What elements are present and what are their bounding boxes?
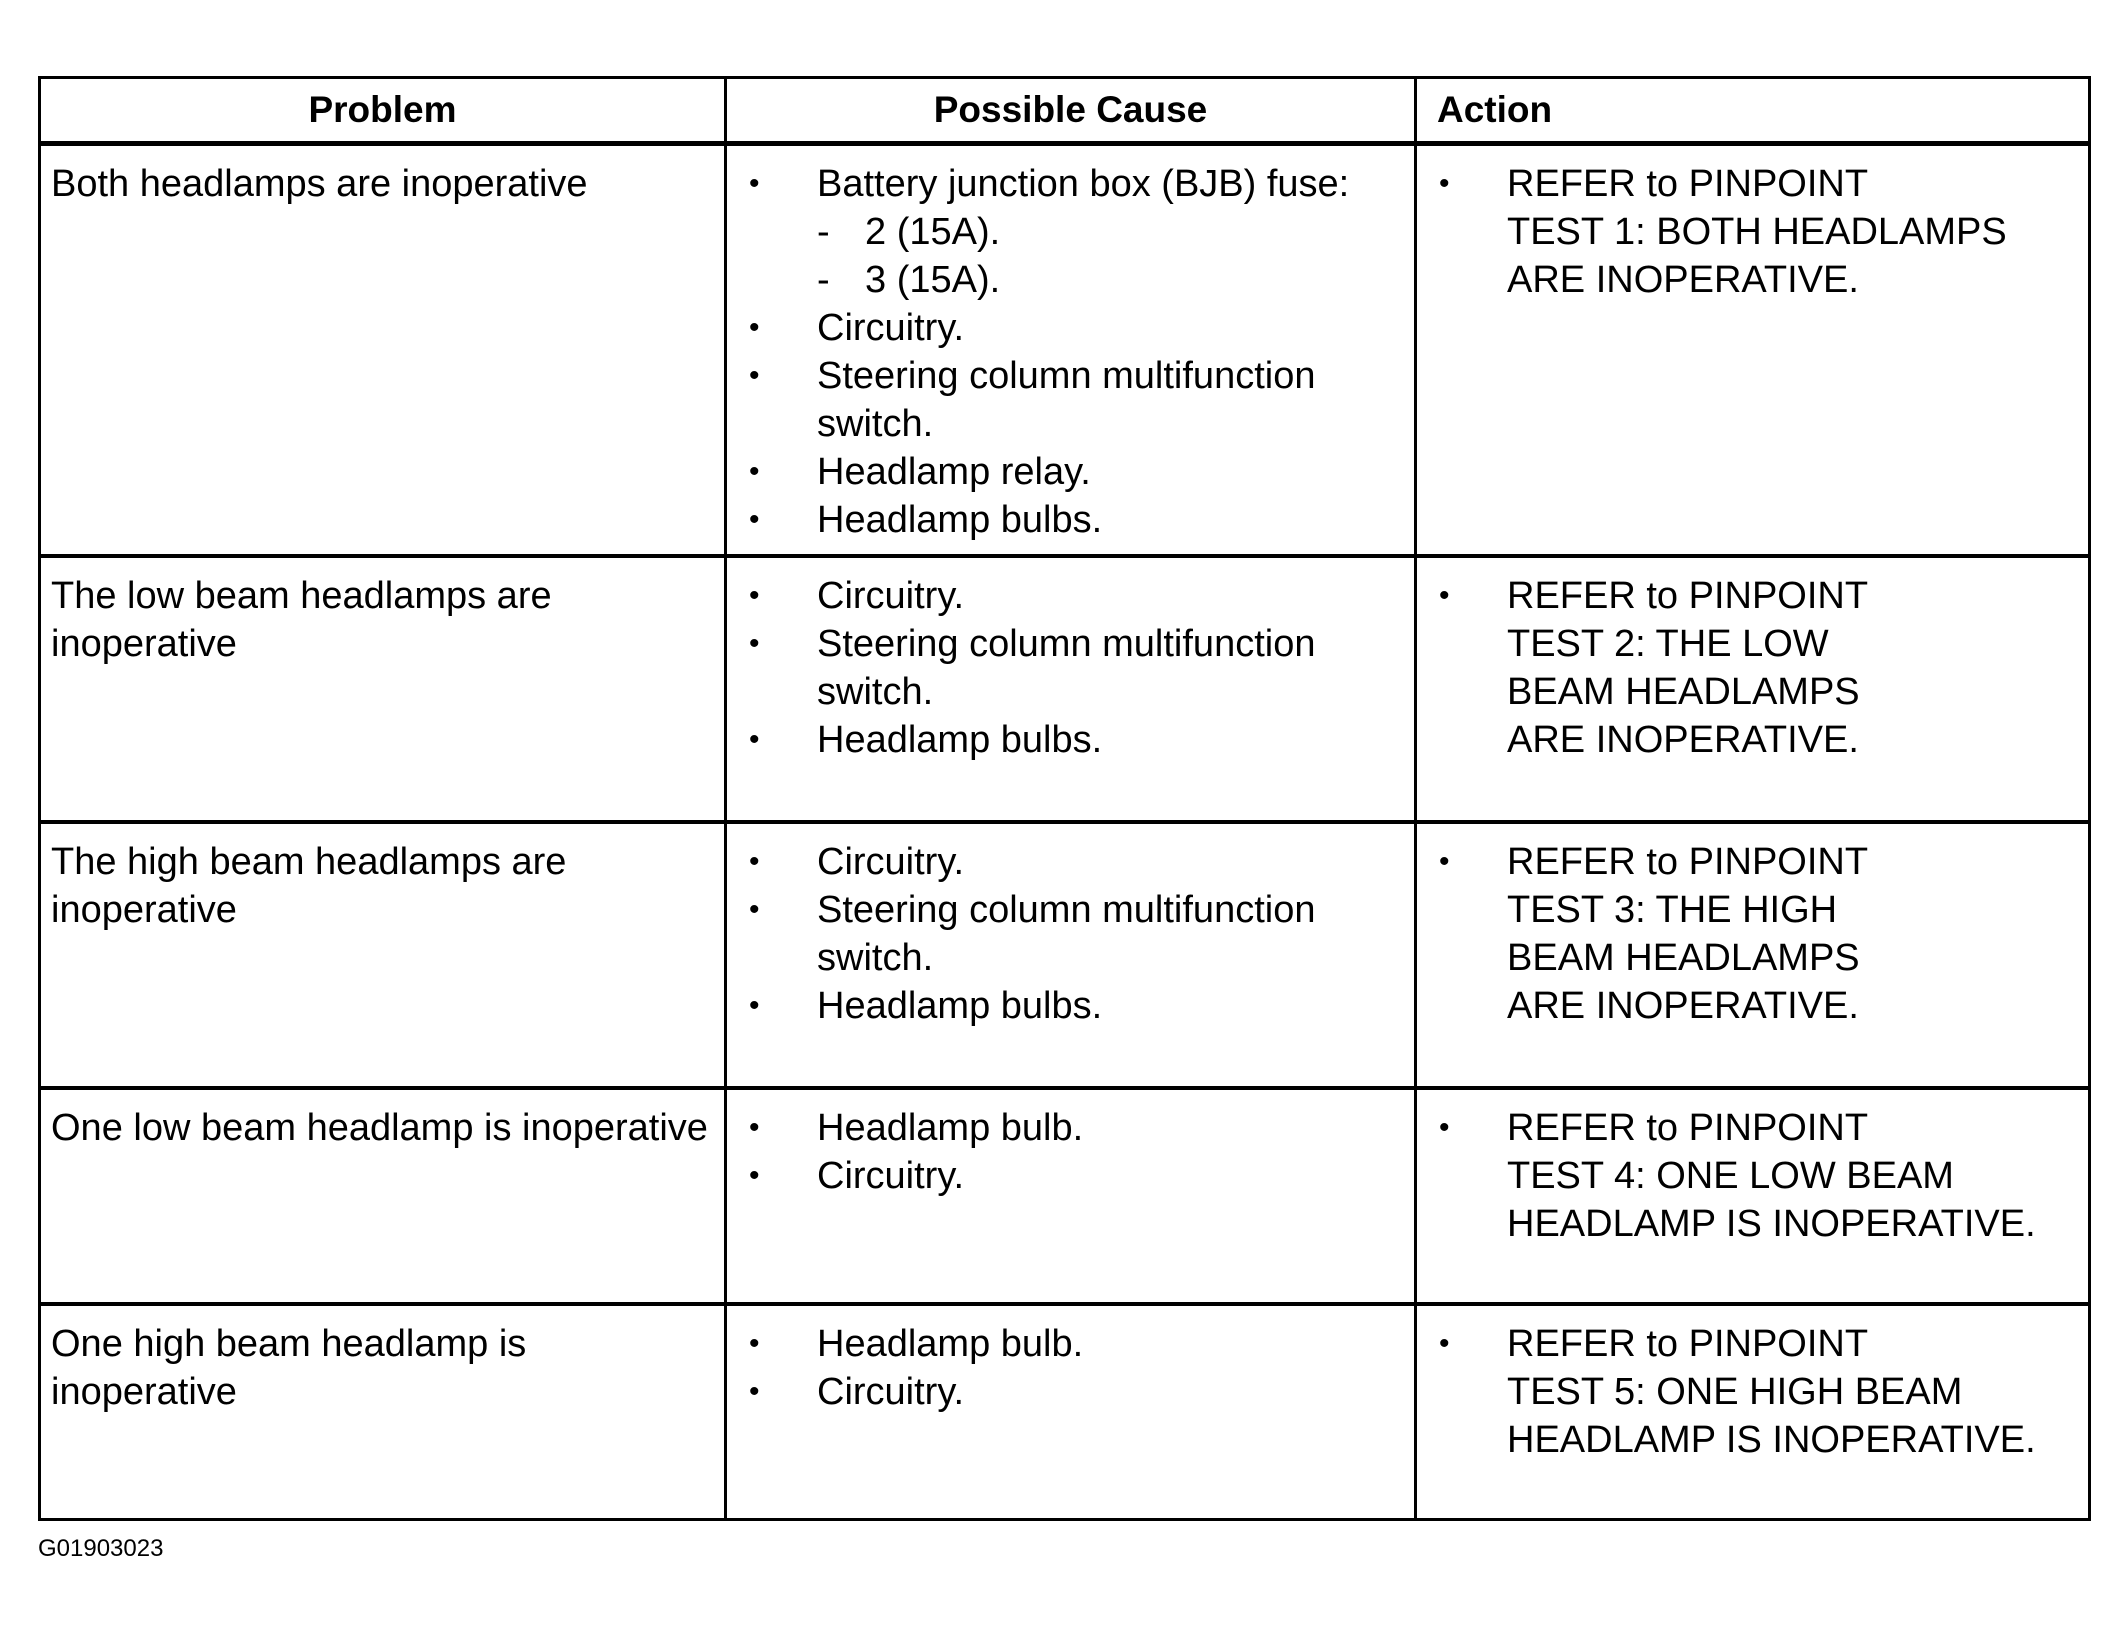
cause-text: Headlamp bulb. (817, 1107, 1084, 1149)
list-item (727, 620, 1400, 716)
bullet-icon: • (749, 455, 760, 488)
cause-text: Headlamp bulbs. (817, 499, 1103, 541)
list-item (727, 1152, 1400, 1200)
list-item (727, 1104, 1400, 1152)
problem-text: Both headlamps are inoperative (51, 163, 588, 205)
action-list (1417, 1306, 2088, 1464)
bullet-icon: • (749, 1159, 760, 1192)
problem-cell (40, 144, 726, 557)
bullet-icon: • (749, 1375, 760, 1408)
cause-text: Headlamp bulbs. (817, 719, 1103, 761)
table-row (40, 822, 2090, 1088)
cause-text: Circuitry. (817, 841, 965, 883)
problem-text: The high beam headlamps are inoperative (51, 841, 567, 931)
action-list (1417, 146, 2088, 304)
problem-cell (40, 1088, 726, 1304)
bullet-icon: • (1439, 845, 1450, 878)
bullet-icon: • (749, 359, 760, 392)
action-cell (1416, 144, 2090, 557)
cause-text: Steering column multifunction switch. (817, 623, 1316, 713)
bullet-icon: • (749, 503, 760, 536)
cause-cell (726, 1088, 1416, 1304)
cause-text: Circuitry. (817, 307, 965, 349)
action-cell (1416, 1304, 2090, 1520)
header-possible-cause: Possible Cause (726, 78, 1416, 144)
problem-cell (40, 822, 726, 1088)
bullet-icon: • (749, 1327, 760, 1360)
cause-cell (726, 556, 1416, 822)
list-item (727, 496, 1400, 544)
action-text: REFER to PINPOINT TEST 4: ONE LOW BEAM HEADLAMP IS INOPERATIVE. (1507, 1107, 2036, 1245)
list-item (1417, 572, 2074, 764)
cause-text: Steering column multifunction switch. (817, 889, 1316, 979)
cause-list (727, 1306, 1414, 1416)
problem-cell (40, 1304, 726, 1520)
list-item (1417, 1104, 2074, 1248)
bullet-icon: • (749, 723, 760, 756)
action-cell (1416, 822, 2090, 1088)
bullet-icon: • (749, 845, 760, 878)
header-action: Action (1416, 78, 2090, 144)
cause-text: Headlamp bulb. (817, 1323, 1084, 1365)
dash-icon: - (817, 211, 830, 253)
figure-id: G01903023 (38, 1535, 164, 1562)
action-text: REFER to PINPOINT TEST 3: THE HIGH BEAM HEADLAMPS ARE INOPERATIVE. (1507, 841, 1869, 1027)
cause-text: Headlamp relay. (817, 451, 1091, 493)
problem-text: One high beam headlamp is inoperative (51, 1323, 527, 1413)
list-item (727, 448, 1400, 496)
action-text: REFER to PINPOINT TEST 5: ONE HIGH BEAM HEADLAMP IS INOPERATIVE. (1507, 1323, 2036, 1461)
list-item (817, 256, 1400, 304)
bullet-icon: • (1439, 167, 1450, 200)
header-row (40, 78, 2090, 144)
bullet-icon: • (749, 579, 760, 612)
list-item (727, 1368, 1400, 1416)
action-text: REFER to PINPOINT TEST 2: THE LOW BEAM HEADLAMPS ARE INOPERATIVE. (1507, 575, 1869, 761)
list-item (727, 982, 1400, 1030)
cause-text: Circuitry. (817, 1155, 965, 1197)
cause-text: Circuitry. (817, 575, 965, 617)
list-item (817, 208, 1400, 256)
action-list (1417, 1090, 2088, 1248)
cause-list (727, 1090, 1414, 1200)
bullet-icon: • (749, 893, 760, 926)
problem-cell (40, 556, 726, 822)
list-item (727, 572, 1400, 620)
problem-text: One low beam headlamp is inoperative (51, 1107, 708, 1149)
table-row (40, 556, 2090, 822)
list-item (727, 1320, 1400, 1368)
dash-icon: - (817, 259, 830, 301)
problem-text: The low beam headlamps are inoperative (51, 575, 552, 665)
list-item (727, 716, 1400, 764)
bullet-icon: • (749, 167, 760, 200)
diagnostic-table (38, 76, 2091, 1521)
cause-list (727, 824, 1414, 1030)
cause-text: Battery junction box (BJB) fuse: (817, 163, 1350, 205)
bullet-icon: • (1439, 579, 1450, 612)
list-item (727, 160, 1400, 304)
bullet-icon: • (1439, 1327, 1450, 1360)
table-row (40, 1304, 2090, 1520)
list-item (1417, 838, 2074, 1030)
cause-list (727, 558, 1414, 764)
action-list (1417, 558, 2088, 764)
bullet-icon: • (749, 311, 760, 344)
list-item (727, 352, 1400, 448)
cause-text: Steering column multifunction switch. (817, 355, 1316, 445)
bullet-icon: • (749, 1111, 760, 1144)
list-item (727, 838, 1400, 886)
cause-cell (726, 1304, 1416, 1520)
cause-list (727, 146, 1414, 544)
action-list (1417, 824, 2088, 1030)
cause-cell (726, 144, 1416, 557)
bullet-icon: • (1439, 1111, 1450, 1144)
action-cell (1416, 556, 2090, 822)
action-text: REFER to PINPOINT TEST 1: BOTH HEADLAMPS ARE INOPERATIVE. (1507, 163, 2007, 301)
bullet-icon: • (749, 989, 760, 1022)
table-row (40, 1088, 2090, 1304)
list-item (727, 886, 1400, 982)
bullet-icon: • (749, 627, 760, 660)
cause-text: Circuitry. (817, 1371, 965, 1413)
action-cell (1416, 1088, 2090, 1304)
fuse-text: 2 (15A). (865, 211, 1001, 253)
list-item (727, 304, 1400, 352)
fuse-text: 3 (15A). (865, 259, 1001, 301)
list-item (1417, 160, 2074, 304)
cause-text: Headlamp bulbs. (817, 985, 1103, 1027)
fuse-list (817, 208, 1400, 304)
cause-cell (726, 822, 1416, 1088)
table-row (40, 144, 2090, 557)
header-problem: Problem (40, 78, 726, 144)
list-item (1417, 1320, 2074, 1464)
